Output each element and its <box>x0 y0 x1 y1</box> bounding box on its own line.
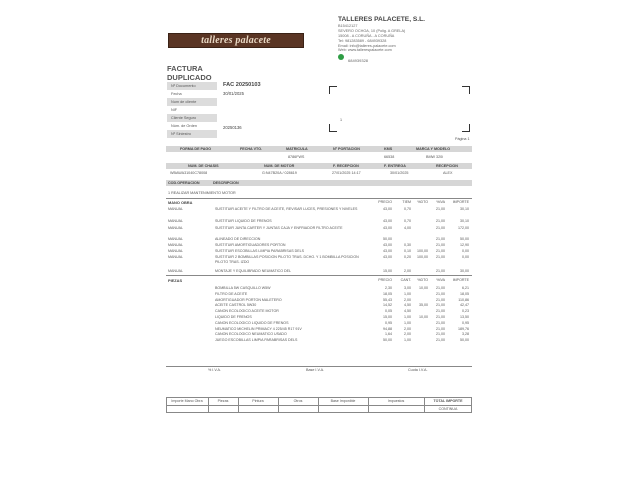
table2-reception-date: 27/01/2025 14:17 <box>332 171 361 175</box>
parts-row-value: 14,52 <box>383 303 392 308</box>
parts-row-value: 189,76 <box>458 326 469 331</box>
parts-row-value: 0,23 <box>462 309 469 314</box>
parts-row-value: 0,95 <box>462 320 469 325</box>
labor-row-description: MONTAJE Y EQUILIBRADO NEUMATICO DEL <box>215 269 292 273</box>
parts-row-value: 21,00 <box>436 338 445 343</box>
labor-col-time: TIEM <box>402 200 411 204</box>
parts-col-vat: %IVA <box>436 278 445 282</box>
labor-row-value: 30,10 <box>460 207 469 211</box>
table2-delivery-date: 30/01/2025 <box>390 171 409 175</box>
parts-row-description: JUEGO ESCOBILLAS LIMPIA PARABRISAS DELS <box>215 338 298 343</box>
parts-row-value: 21,00 <box>436 291 445 296</box>
labor-divider <box>166 198 472 199</box>
labor-row-description: SUSTITUIR AMORTIGUADORES PORTON <box>215 243 286 247</box>
labor-row-description: SUSTITUIR JUNTA CARTER Y JUNTAS CAJA Y ENFRIADOR FILTRO ACEITE <box>215 226 343 230</box>
vat-pct-label: % I.V.A. <box>208 368 221 372</box>
company-phone: Tel: 981283589 - 684939328 <box>338 39 387 43</box>
info-label-client-number: Num de cliente <box>167 98 217 106</box>
parts-row-description: BOMBILLA 5W CASQUILLO W5W <box>215 286 271 290</box>
parts-row-value: 21,00 <box>436 286 445 290</box>
operations-header-code: COD.OPERACION <box>168 181 200 185</box>
labor-row-value: 15,00 <box>383 269 392 273</box>
labor-row-code: MANUAL <box>168 226 183 230</box>
labor-col-vat: %IVA <box>436 200 445 204</box>
parts-row-value: 10,00 <box>419 315 428 319</box>
labor-row-value: 100,00 <box>417 249 428 253</box>
totals-header-base: Base Imponible <box>330 399 356 403</box>
address-corner-br <box>462 124 470 132</box>
labor-row-code: MANUAL <box>168 243 183 247</box>
labor-row-value: 43,00 <box>383 249 392 253</box>
labor-row-code: MANUAL <box>168 255 183 259</box>
parts-row-value: 0,05 <box>385 309 392 314</box>
address-corner-tl <box>329 86 337 94</box>
table2-engine: G:N47B20A / 028619 <box>262 171 297 175</box>
info-label-doc-number: Nº Documento <box>167 82 217 90</box>
parts-title: PIEZAS <box>168 278 183 283</box>
parts-row-value: 4,50 <box>404 309 411 314</box>
labor-row-code: MANUAL <box>168 207 183 211</box>
parts-col-discount: %DTO <box>417 278 428 282</box>
labor-row-code: MANUAL <box>168 237 183 241</box>
totals-header-others: Otros <box>293 399 303 403</box>
labor-title: MANO OBRA <box>168 200 193 205</box>
labor-col-amount: IMPORTE <box>452 200 469 204</box>
info-label-nif: NIF <box>171 108 178 112</box>
company-city: 15008 - A CORUÑA - A CORUÑA <box>338 34 395 38</box>
parts-row-value: 1,00 <box>404 320 411 325</box>
labor-row-value: 0,10 <box>404 249 411 253</box>
parts-row-value: 42,47 <box>460 303 469 308</box>
parts-row-value: 13,50 <box>460 315 469 319</box>
parts-row-value: 21,00 <box>436 332 445 337</box>
info-order-number: 20250136 <box>223 125 242 130</box>
labor-row-value: 21,00 <box>436 249 445 253</box>
labor-row-value: 4,00 <box>404 226 411 230</box>
labor-row-value: 0,00 <box>462 255 469 259</box>
labor-row-value: 0,30 <box>404 243 411 247</box>
info-label-date: Fecha <box>171 92 182 96</box>
info-date: 30/01/2025 <box>223 91 244 96</box>
totals-header-labor: Importe Mano Obra <box>171 399 203 403</box>
labor-row-description: SUSTITUIR 2 BOMBILLAS POSICION PILOTO TRAS. DCHO. Y 1 BOMBILLA POSICION PILOTO TRAS. IZDO <box>215 255 359 264</box>
labor-row-value: 21,00 <box>436 269 445 273</box>
info-doc-number: FAC 20250103 <box>223 82 261 88</box>
parts-row-value: 1,64 <box>385 332 392 337</box>
document-title: FACTURA <box>167 64 203 73</box>
labor-row-value: 21,00 <box>436 226 445 230</box>
labor-row-value: 43,00 <box>383 219 392 223</box>
labor-row-value: 50,00 <box>383 237 392 241</box>
info-label-claim-number: Nº Siniestro <box>167 130 217 138</box>
labor-row-value: 21,00 <box>436 219 445 223</box>
table2-chassis: WBAWA31040C78008 <box>170 171 208 175</box>
labor-row-description: SUSTITUIR LIQUIDO DE FRENOS <box>215 219 272 223</box>
parts-col-qty: CANT. <box>400 278 411 282</box>
labor-row-description: ALINEADO DE DIRECCION <box>215 237 261 241</box>
info-label-insurer: Cliente Seguro <box>167 114 217 122</box>
parts-row-description: ACEITE CASTROL 5W30 <box>215 303 257 308</box>
parts-row-value: 50,00 <box>460 338 469 343</box>
labor-row-value: 172,00 <box>458 226 469 230</box>
table1-header-plate: MATRICULA <box>286 147 308 151</box>
parts-row-value: 21,00 <box>436 297 445 302</box>
parts-row-value: 1,00 <box>404 315 411 319</box>
table1-model: BMW 320i <box>426 155 444 159</box>
info-label-order-number: Núm. de Orden <box>171 124 197 128</box>
totals-header-taxes: Impuestos <box>387 399 405 403</box>
labor-row-value: 21,00 <box>436 207 445 211</box>
operation-description: 1 REALIZAR MANTENIMIENTO MOTOR <box>168 191 236 195</box>
parts-col-amount: IMPORTE <box>452 278 469 282</box>
labor-row-value: 43,00 <box>383 255 392 259</box>
labor-row-value: 0,70 <box>404 207 411 211</box>
operations-header-bar <box>166 180 472 186</box>
labor-row-value: 21,00 <box>436 243 445 247</box>
parts-row-value: 21,00 <box>436 320 445 325</box>
whatsapp-number: 684939328 <box>348 58 369 63</box>
parts-row-value: 18,05 <box>383 291 392 296</box>
totals-header-paint: Pintura <box>252 399 264 403</box>
vat-top-rule <box>166 366 472 367</box>
parts-row-value: 0,95 <box>385 320 392 325</box>
vat-base-label: Base I.V.A. <box>306 368 325 372</box>
parts-row-value: 21,00 <box>436 303 445 308</box>
totals-header-total: TOTAL IMPORTE <box>433 399 463 403</box>
table2-header-delivery-date: F. ENTREGA <box>384 164 406 168</box>
table1-header-portacion: Nº PORTACION <box>333 147 360 151</box>
table1-kms: 66538 <box>384 155 395 159</box>
table1-header-payment: FORMA DE PAGO <box>180 147 212 151</box>
labor-row-code: MANUAL <box>168 269 183 273</box>
table2-header-chassis: NUM. DE CHASIS <box>188 164 219 168</box>
parts-col-price: PRECIO <box>378 278 392 282</box>
table2-header-receptionist: RECEPCION <box>436 164 458 168</box>
page-number: Página 1 <box>455 137 470 141</box>
parts-row-value: 3,00 <box>404 286 411 290</box>
labor-row-description: SUSTITUIR ACEITE Y FILTRO DE ACEITE, REVISAR LUCES, PRESIONES Y NIVELES <box>215 207 358 211</box>
parts-divider <box>166 275 472 276</box>
labor-row-value: 21,00 <box>436 237 445 241</box>
parts-row-value: 21,00 <box>436 326 445 331</box>
parts-row-value: 6,21 <box>462 286 469 290</box>
labor-row-value: 30,00 <box>460 269 469 273</box>
labor-row-value: 43,00 <box>383 226 392 230</box>
parts-row-value: 2,00 <box>404 297 411 302</box>
table1-header-due-date: FECHA VTO. <box>240 147 263 151</box>
parts-row-value: 1,00 <box>404 291 411 296</box>
labor-row-code: MANUAL <box>168 219 183 223</box>
table2-header-reception-date: F. RECEPCION <box>333 164 359 168</box>
parts-row-value: 21,00 <box>436 315 445 319</box>
parts-row-value: 94,88 <box>383 326 392 331</box>
parts-row-value: 50,00 <box>383 338 392 343</box>
parts-row-description: CANON ECOLOGICO LIQUIDO DE FRENOS <box>215 320 289 325</box>
table1-header-model: MARCA Y MODELO <box>416 147 451 151</box>
totals-mid-rule <box>166 405 472 406</box>
parts-row-value: 55,43 <box>383 297 392 302</box>
labor-row-value: 0,20 <box>404 255 411 259</box>
parts-row-description: LIQUIDO DE FRENOS <box>215 315 252 319</box>
parts-row-description: FILTRO DE ACEITE <box>215 291 248 296</box>
parts-row-value: 110,86 <box>458 297 469 302</box>
parts-row-description: NEUMATICO MICHELIN PRIMACY 4 225/45 R17 91V <box>215 326 302 331</box>
parts-row-description: CANON ECOLOGICO NEUMATICO USADO <box>215 332 287 337</box>
parts-row-description: AMORTIGUADOR PORTON MALETERO <box>215 297 282 302</box>
labor-row-value: 43,00 <box>383 207 392 211</box>
parts-row-value: 18,05 <box>460 291 469 296</box>
labor-col-discount: %DTO <box>417 200 428 204</box>
labor-col-price: PRECIO <box>378 200 392 204</box>
company-logo: talleres palacete <box>168 33 304 48</box>
labor-row-value: 12,90 <box>460 243 469 247</box>
parts-row-value: 2,00 <box>404 332 411 337</box>
operations-header-description: DESCRIPCION <box>213 181 239 185</box>
labor-row-value: 50,00 <box>460 237 469 241</box>
labor-row-value: 43,00 <box>383 243 392 247</box>
parts-row-value: 2,30 <box>385 286 392 290</box>
labor-row-value: 100,00 <box>417 255 428 259</box>
parts-row-value: 35,00 <box>419 303 428 308</box>
company-address: SEVERO OCHOA, 10 (Polig. A GRELA) <box>338 29 406 33</box>
parts-row-value: 10,00 <box>419 286 428 290</box>
parts-row-value: 2,00 <box>404 326 411 331</box>
parts-row-value: 21,00 <box>436 309 445 314</box>
company-name: TALLERES PALACETE, S.L. <box>338 16 425 23</box>
parts-row-description: CANON ECOLOGICO ACEITE MOTOR <box>215 309 279 314</box>
company-web: Web: www.tallerespalacete.com <box>338 48 392 52</box>
labor-row-value: 0,70 <box>404 219 411 223</box>
labor-row-code: MANUAL <box>168 249 183 253</box>
labor-row-value: 21,00 <box>436 255 445 259</box>
table1-header-kms: KMS <box>384 147 393 151</box>
address-digit: 1 <box>340 118 343 122</box>
parts-row-value: 3,28 <box>462 332 469 337</box>
totals-header-parts: Piezas <box>217 399 229 403</box>
address-corner-bl <box>329 124 337 132</box>
labor-row-value: 2,00 <box>404 269 411 273</box>
parts-row-value: 15,00 <box>383 315 392 319</box>
company-email: Email: info@talleres-palacete.com <box>338 44 396 48</box>
vat-quota-label: Cuota I.V.A. <box>408 368 428 372</box>
company-cif: B15412127 <box>338 24 358 28</box>
document-subtitle: DUPLICADO <box>167 73 212 82</box>
table2-receptionist: ALEX <box>443 171 453 175</box>
address-corner-tr <box>462 86 470 94</box>
labor-row-value: 30,10 <box>460 219 469 223</box>
totals-total-value: CONTINUA <box>438 407 458 411</box>
whatsapp-icon <box>338 54 344 60</box>
parts-row-value: 4,50 <box>404 303 411 308</box>
labor-row-description: SUSTITUIR ESCOBILLAS LIMPIA PARABRISAS DELS <box>215 249 305 253</box>
table2-header-engine: NUM. DE MOTOR <box>264 164 295 168</box>
parts-row-value: 1,00 <box>404 338 411 343</box>
table1-plate: 8786FWS <box>288 155 305 159</box>
labor-row-value: 0,00 <box>462 249 469 253</box>
